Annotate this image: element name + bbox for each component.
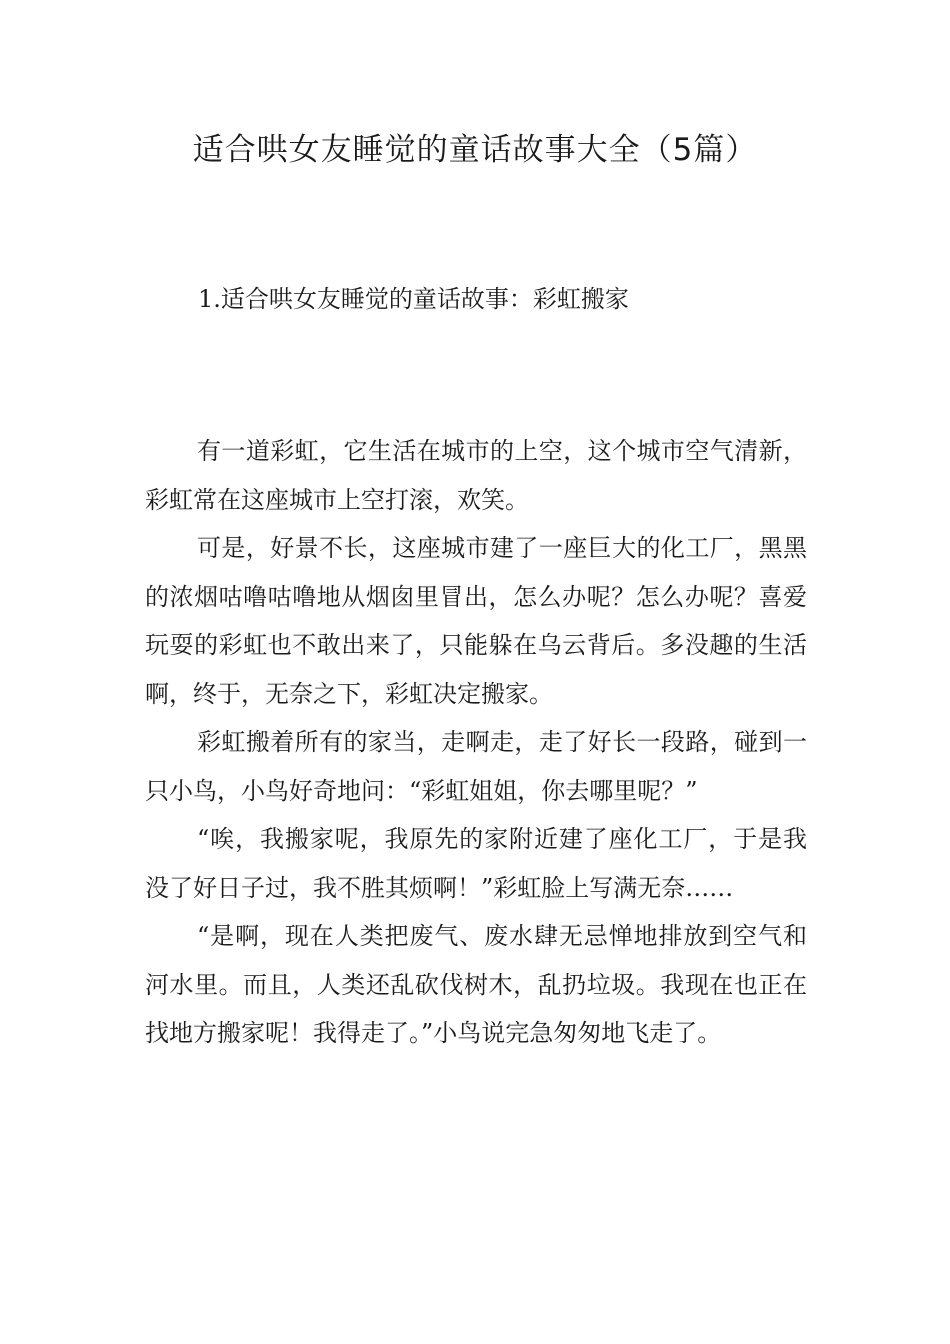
- story-body: [145, 427, 807, 1058]
- paragraph-3: 彩虹搬着所有的家当，走啊走，走了好长一段路，碰到一只小鸟，小鸟好奇地问：“彩虹姐姐，你去哪里呢？”: [145, 728, 807, 805]
- document-title: 适合哄女友睡觉的童话故事大全（5篇）: [192, 132, 758, 168]
- paragraph-4: “唉，我搬家呢，我原先的家附近建了座化工厂，于是我没了好日子过，我不胜其烦啊！”彩虹脸上写满无奈……: [145, 825, 807, 902]
- paragraph-2: 可是，好景不长，这座城市建了一座巨大的化工厂，黑黑的浓烟咕噜咕噜地从烟囱里冒出，怎么办呢？怎么办呢？喜爱玩耍的彩虹也不敢出来了，只能躲在乌云背后。多没趣的生活啊，终于，无奈之下，彩虹决定搬家。: [145, 534, 807, 708]
- paragraph-1: 有一道彩虹，它生活在城市的上空，这个城市空气清新，彩虹常在这座城市上空打滚，欢笑。: [145, 437, 807, 514]
- section-heading: 1.适合哄女友睡觉的童话故事：彩虹搬家: [198, 285, 629, 313]
- paragraph-5: “是啊，现在人类把废气、废水肆无忌惮地排放到空气和河水里。而且，人类还乱砍伐树木，乱扔垃圾。我现在也正在找地方搬家呢！我得走了。”小鸟说完急匆匆地飞走了。: [145, 922, 807, 1047]
